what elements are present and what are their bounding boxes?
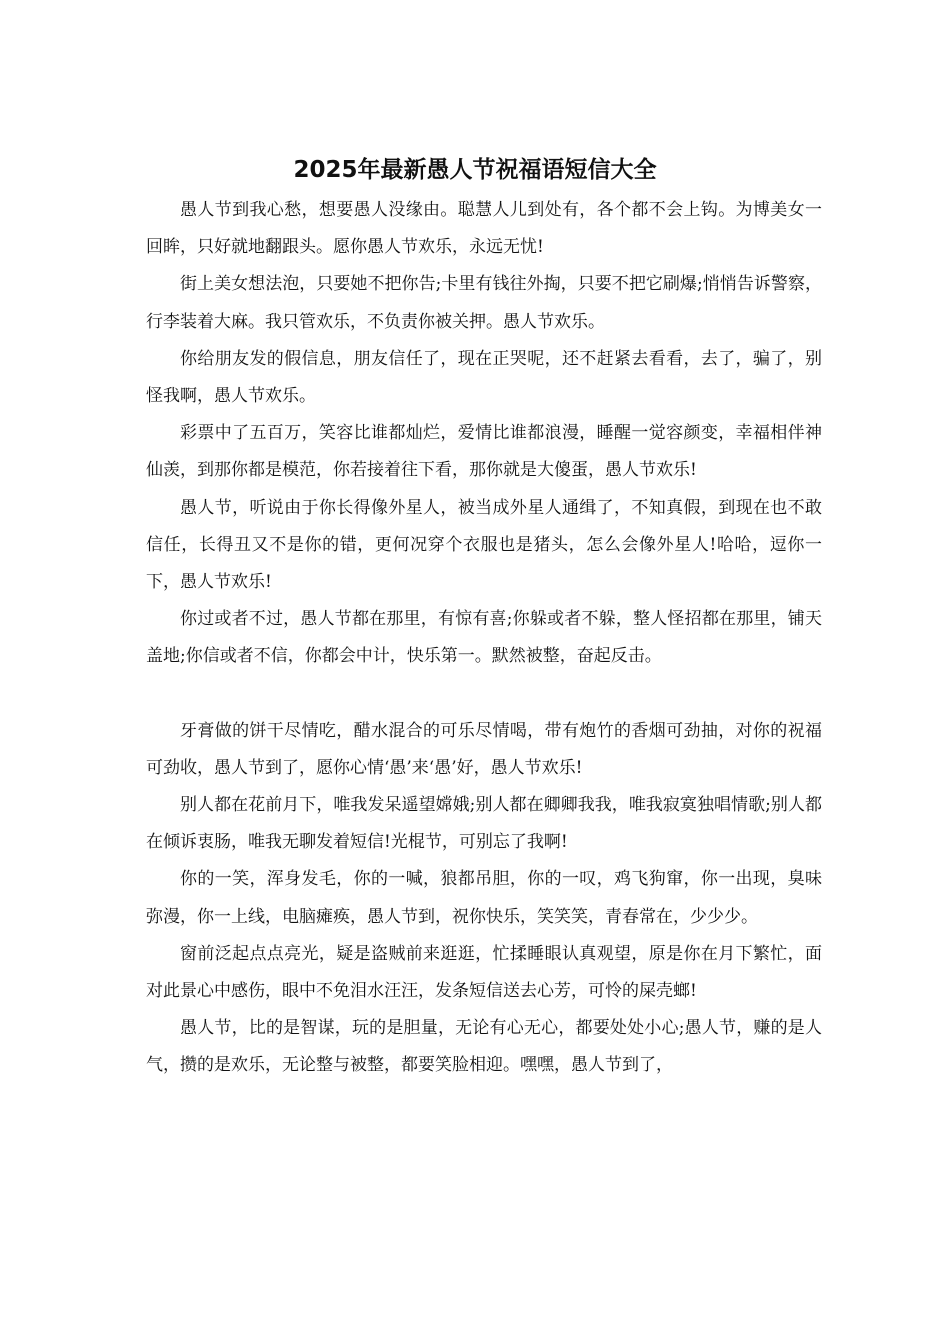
paragraph: 愚人节到我心愁，想要愚人没缘由。聪慧人儿到处有，各个都不会上钩。为博美女一回眸，只好就地翻跟头。愿你愚人节欢乐，永远无忧! [146, 200, 822, 258]
paragraph: 愚人节，比的是智谋，玩的是胆量，无论有心无心，都要处处小心;愚人节，赚的是人气，攒的是欢乐，无论整与被整，都要笑脸相迎。嘿嘿，愚人节到了， [146, 1018, 822, 1076]
page-title: 2025年最新愚人节祝福语短信大全 [293, 157, 657, 183]
paragraph: 窗前泛起点点亮光，疑是盗贼前来逛逛，忙揉睡眼认真观望，原是你在月下繁忙，面对此景心中感伤，眼中不免泪水汪汪，发条短信送去心芳，可怜的屎壳螂! [146, 943, 822, 1002]
document-body [146, 192, 822, 1085]
paragraph: 彩票中了五百万，笑容比谁都灿烂，爱情比谁都浪漫，睡醒一觉容颜变，幸福相伴神仙羡，到那你都是模范，你若接着往下看，那你就是大傻蛋，愚人节欢乐! [146, 423, 822, 481]
paragraph: 你过或者不过，愚人节都在那里，有惊有喜;你躲或者不躲，整人怪招都在那里，铺天盖地;你信或者不信，你都会中计，快乐第一。默然被整，奋起反击。 [146, 609, 822, 667]
paragraph: 你给朋友发的假信息，朋友信任了，现在正哭呢，还不赶紧去看看，去了，骗了，别怪我啊，愚人节欢乐。 [146, 348, 822, 407]
paragraph: 街上美女想法泡，只要她不把你告;卡里有钱往外掏，只要不把它刷爆;悄悄告诉警察，行李装着大麻。我只管欢乐，不负责你被关押。愚人节欢乐。 [146, 274, 822, 332]
paragraph: 牙膏做的饼干尽情吃，醋水混合的可乐尽情喝，带有炮竹的香烟可劲抽，对你的祝福可劲收，愚人节到了，愿你心情‘愚’来‘愚’好，愚人节欢乐! [146, 720, 822, 778]
paragraph: 别人都在花前月下，唯我发呆遥望嫦娥;别人都在卿卿我我，唯我寂寞独唱情歌;别人都在倾诉衷肠，唯我无聊发着短信!光棍节，可别忘了我啊! [146, 795, 822, 853]
paragraph: 愚人节，听说由于你长得像外星人，被当成外星人通缉了，不知真假，到现在也不敢信任，长得丑又不是你的错，更何况穿个衣服也是猪头，怎么会像外星人!哈哈，逗你一下，愚人节欢乐! [146, 497, 822, 593]
paragraph: 你的一笑，浑身发毛，你的一喊，狼都吊胆，你的一叹，鸡飞狗窜，你一出现，臭味弥漫，你一上线，电脑瘫痪，愚人节到，祝你快乐，笑笑笑，青春常在，少少少。 [146, 869, 822, 927]
